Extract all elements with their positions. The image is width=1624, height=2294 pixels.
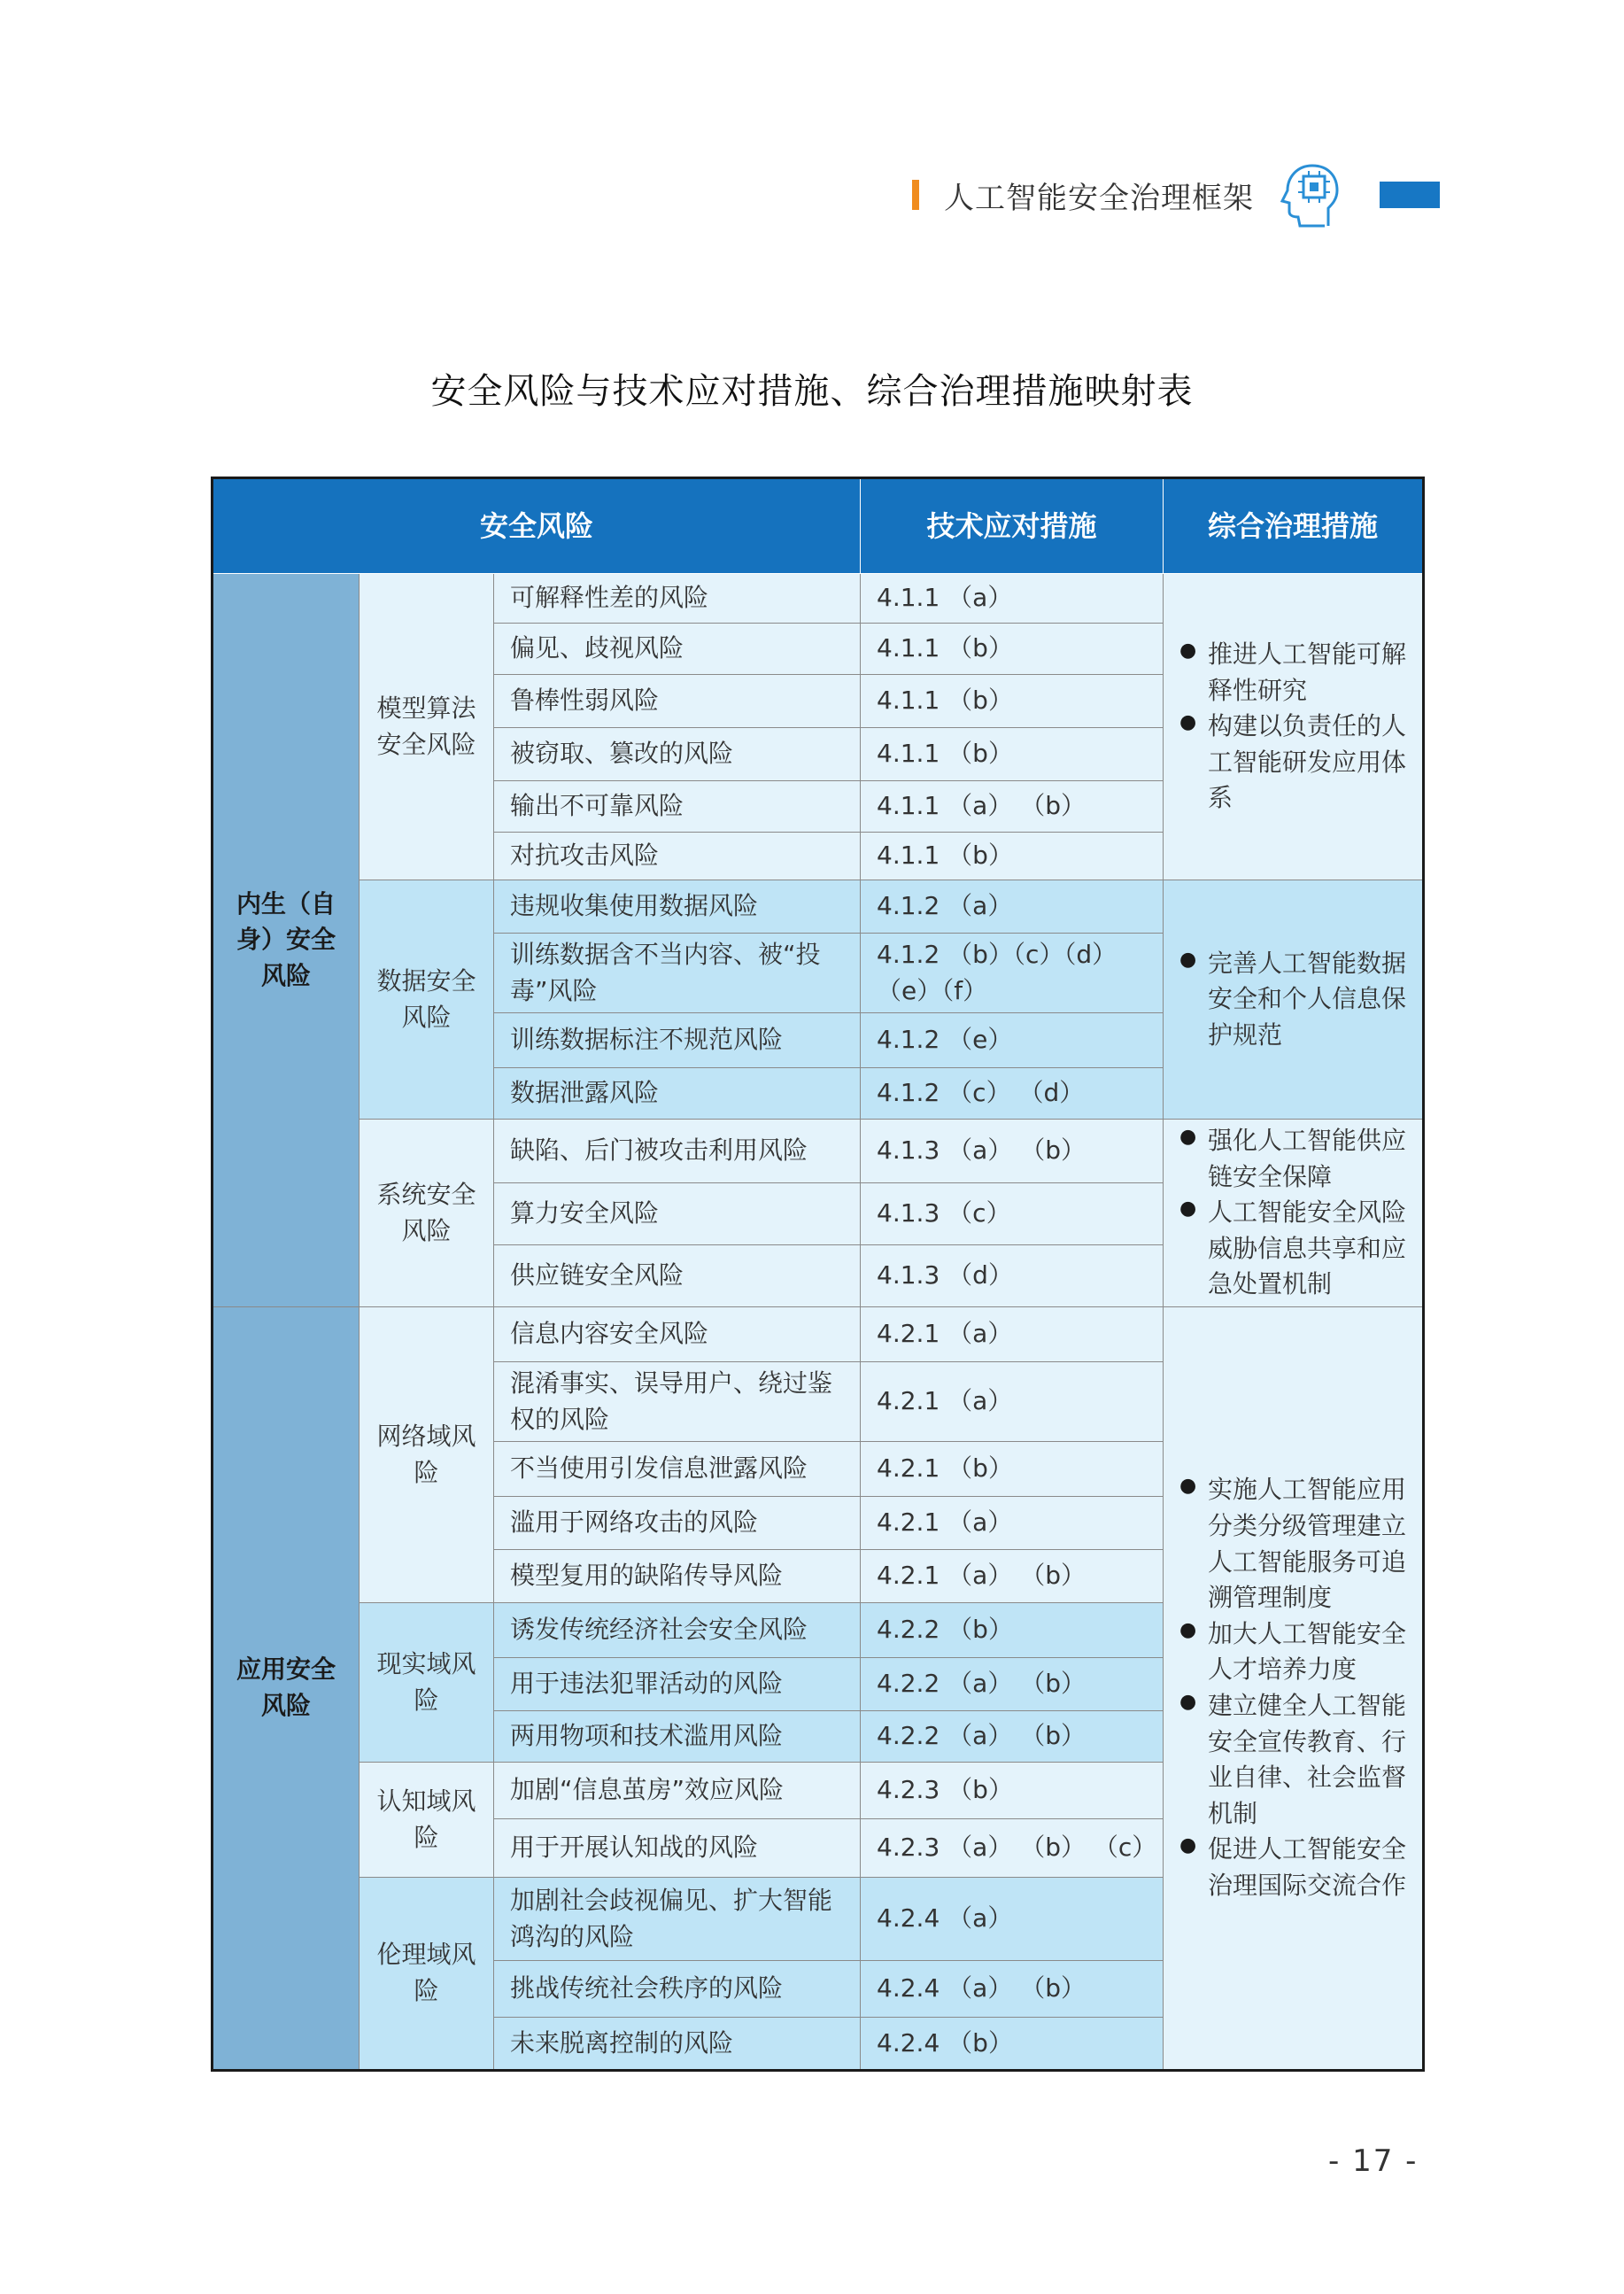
gov-cell-model: [1164, 574, 1424, 880]
tech-cell: 4.1.2 （c） （d）: [861, 1068, 1164, 1120]
risk-cell: 模型复用的缺陷传导风险: [494, 1550, 861, 1603]
risk-cell: 违规收集使用数据风险: [494, 880, 861, 934]
risk-cell: 两用物项和技术滥用风险: [494, 1711, 861, 1763]
tech-cell: 4.2.1 （b）: [861, 1442, 1164, 1497]
subgroup-network: 网络域风险: [360, 1307, 494, 1603]
tech-cell: 4.1.1 （b）: [861, 728, 1164, 781]
risk-cell: 供应链安全风险: [494, 1245, 861, 1307]
subgroup-reality: 现实域风险: [360, 1603, 494, 1763]
ai-head-icon: [1273, 157, 1349, 233]
risk-cell: 加剧“信息茧房”效应风险: [494, 1763, 861, 1819]
risk-cell: 未来脱离控制的风险: [494, 2018, 861, 2071]
risk-cell: 算力安全风险: [494, 1183, 861, 1245]
risk-cell: 被窃取、篡改的风险: [494, 728, 861, 781]
risk-cell: 用于违法犯罪活动的风险: [494, 1658, 861, 1711]
table-row: [213, 1307, 1424, 1362]
gov-cell-system: [1164, 1120, 1424, 1307]
gov-item: ● 构建以负责任的人工智能研发应用体系: [1179, 709, 1406, 817]
tech-cell: 4.2.3 （a） （b） （c）: [861, 1819, 1164, 1878]
gov-item: ● 实施人工智能应用分类分级管理建立人工智能服务可追溯管理制度: [1179, 1472, 1406, 1616]
risk-cell: 鲁棒性弱风险: [494, 675, 861, 728]
tech-cell: 4.2.4 （b）: [861, 2018, 1164, 2071]
tech-cell: 4.2.1 （a）: [861, 1497, 1164, 1550]
column-header-gov: 综合治理措施: [1164, 478, 1424, 574]
subgroup-ethics: 伦理域风险: [360, 1878, 494, 2071]
risk-cell: 输出不可靠风险: [494, 781, 861, 833]
tech-cell: 4.2.3 （b）: [861, 1763, 1164, 1819]
subgroup-data: 数据安全风险: [360, 880, 494, 1120]
header-accent-bar: [912, 180, 919, 210]
tech-cell: 4.2.1 （a）: [861, 1307, 1164, 1362]
risk-cell: 诱发传统经济社会安全风险: [494, 1603, 861, 1658]
risk-cell: 训练数据含不当内容、被“投毒”风险: [494, 934, 861, 1013]
tech-cell: 4.1.1 （a）: [861, 574, 1164, 624]
risk-cell: 混淆事实、误导用户、绕过鉴权的风险: [494, 1362, 861, 1442]
tech-cell: 4.2.4 （a）: [861, 1878, 1164, 1961]
subgroup-model: 模型算法安全风险: [360, 574, 494, 880]
risk-cell: 可解释性差的风险: [494, 574, 861, 624]
tech-cell: 4.1.1 （b）: [861, 833, 1164, 880]
risk-cell: 滥用于网络攻击的风险: [494, 1497, 861, 1550]
risk-cell: 偏见、歧视风险: [494, 624, 861, 675]
tech-cell: 4.1.3 （d）: [861, 1245, 1164, 1307]
category-application: 应用安全风险: [213, 1307, 360, 2071]
header-blue-block: [1380, 182, 1440, 208]
gov-cell-data: [1164, 880, 1424, 1120]
gov-cell-application: [1164, 1307, 1424, 2071]
column-header-risk: 安全风险: [213, 478, 861, 574]
gov-item: ● 完善人工智能数据安全和个人信息保护规范: [1179, 946, 1406, 1054]
tech-cell: 4.1.2 （a）: [861, 880, 1164, 934]
tech-cell: 4.2.2 （a） （b）: [861, 1711, 1164, 1763]
risk-cell: 不当使用引发信息泄露风险: [494, 1442, 861, 1497]
tech-cell: 4.2.2 （b）: [861, 1603, 1164, 1658]
tech-cell: 4.2.1 （a） （b）: [861, 1550, 1164, 1603]
gov-item: ● 加大人工智能安全人才培养力度: [1179, 1616, 1406, 1688]
tech-cell: 4.2.1 （a）: [861, 1362, 1164, 1442]
header-title: 人工智能安全治理框架: [944, 180, 1254, 216]
page-number: - 17 -: [1328, 2143, 1419, 2179]
risk-mapping-table: [211, 477, 1425, 2072]
subgroup-cognitive: 认知域风险: [360, 1763, 494, 1878]
tech-cell: 4.1.1 （b）: [861, 624, 1164, 675]
page-header: [912, 168, 1349, 221]
table-title: 安全风险与技术应对措施、综合治理措施映射表: [430, 371, 1194, 412]
tech-cell: 4.1.2 （b）（c）（d）（e）（f）: [861, 934, 1164, 1013]
risk-cell: 训练数据标注不规范风险: [494, 1013, 861, 1068]
risk-cell: 加剧社会歧视偏见、扩大智能鸿沟的风险: [494, 1878, 861, 1961]
gov-item: ● 推进人工智能可解释性研究: [1179, 637, 1406, 709]
gov-item: ● 人工智能安全风险威胁信息共享和应急处置机制: [1179, 1195, 1406, 1303]
tech-cell: 4.1.1 （a） （b）: [861, 781, 1164, 833]
risk-cell: 数据泄露风险: [494, 1068, 861, 1120]
risk-cell: 对抗攻击风险: [494, 833, 861, 880]
tech-cell: 4.1.3 （a） （b）: [861, 1120, 1164, 1183]
table-header-row: [213, 478, 1424, 574]
tech-cell: 4.2.4 （a） （b）: [861, 1961, 1164, 2018]
subgroup-system: 系统安全风险: [360, 1120, 494, 1307]
column-header-tech: 技术应对措施: [861, 478, 1164, 574]
table-row: [213, 1120, 1424, 1183]
gov-item: ● 建立健全人工智能安全宣传教育、行业自律、社会监督机制: [1179, 1688, 1406, 1832]
risk-cell: 用于开展认知战的风险: [494, 1819, 861, 1878]
tech-cell: 4.2.2 （a） （b）: [861, 1658, 1164, 1711]
table-row: [213, 574, 1424, 624]
table-row: [213, 880, 1424, 934]
risk-cell: 挑战传统社会秩序的风险: [494, 1961, 861, 2018]
tech-cell: 4.1.1 （b）: [861, 675, 1164, 728]
risk-cell: 信息内容安全风险: [494, 1307, 861, 1362]
gov-item: ● 强化人工智能供应链安全保障: [1179, 1123, 1406, 1195]
category-inherent: 内生（自身）安全风险: [213, 574, 360, 1307]
gov-item: ● 促进人工智能安全治理国际交流合作: [1179, 1832, 1406, 1903]
risk-cell: 缺陷、后门被攻击利用风险: [494, 1120, 861, 1183]
tech-cell: 4.1.3 （c）: [861, 1183, 1164, 1245]
tech-cell: 4.1.2 （e）: [861, 1013, 1164, 1068]
